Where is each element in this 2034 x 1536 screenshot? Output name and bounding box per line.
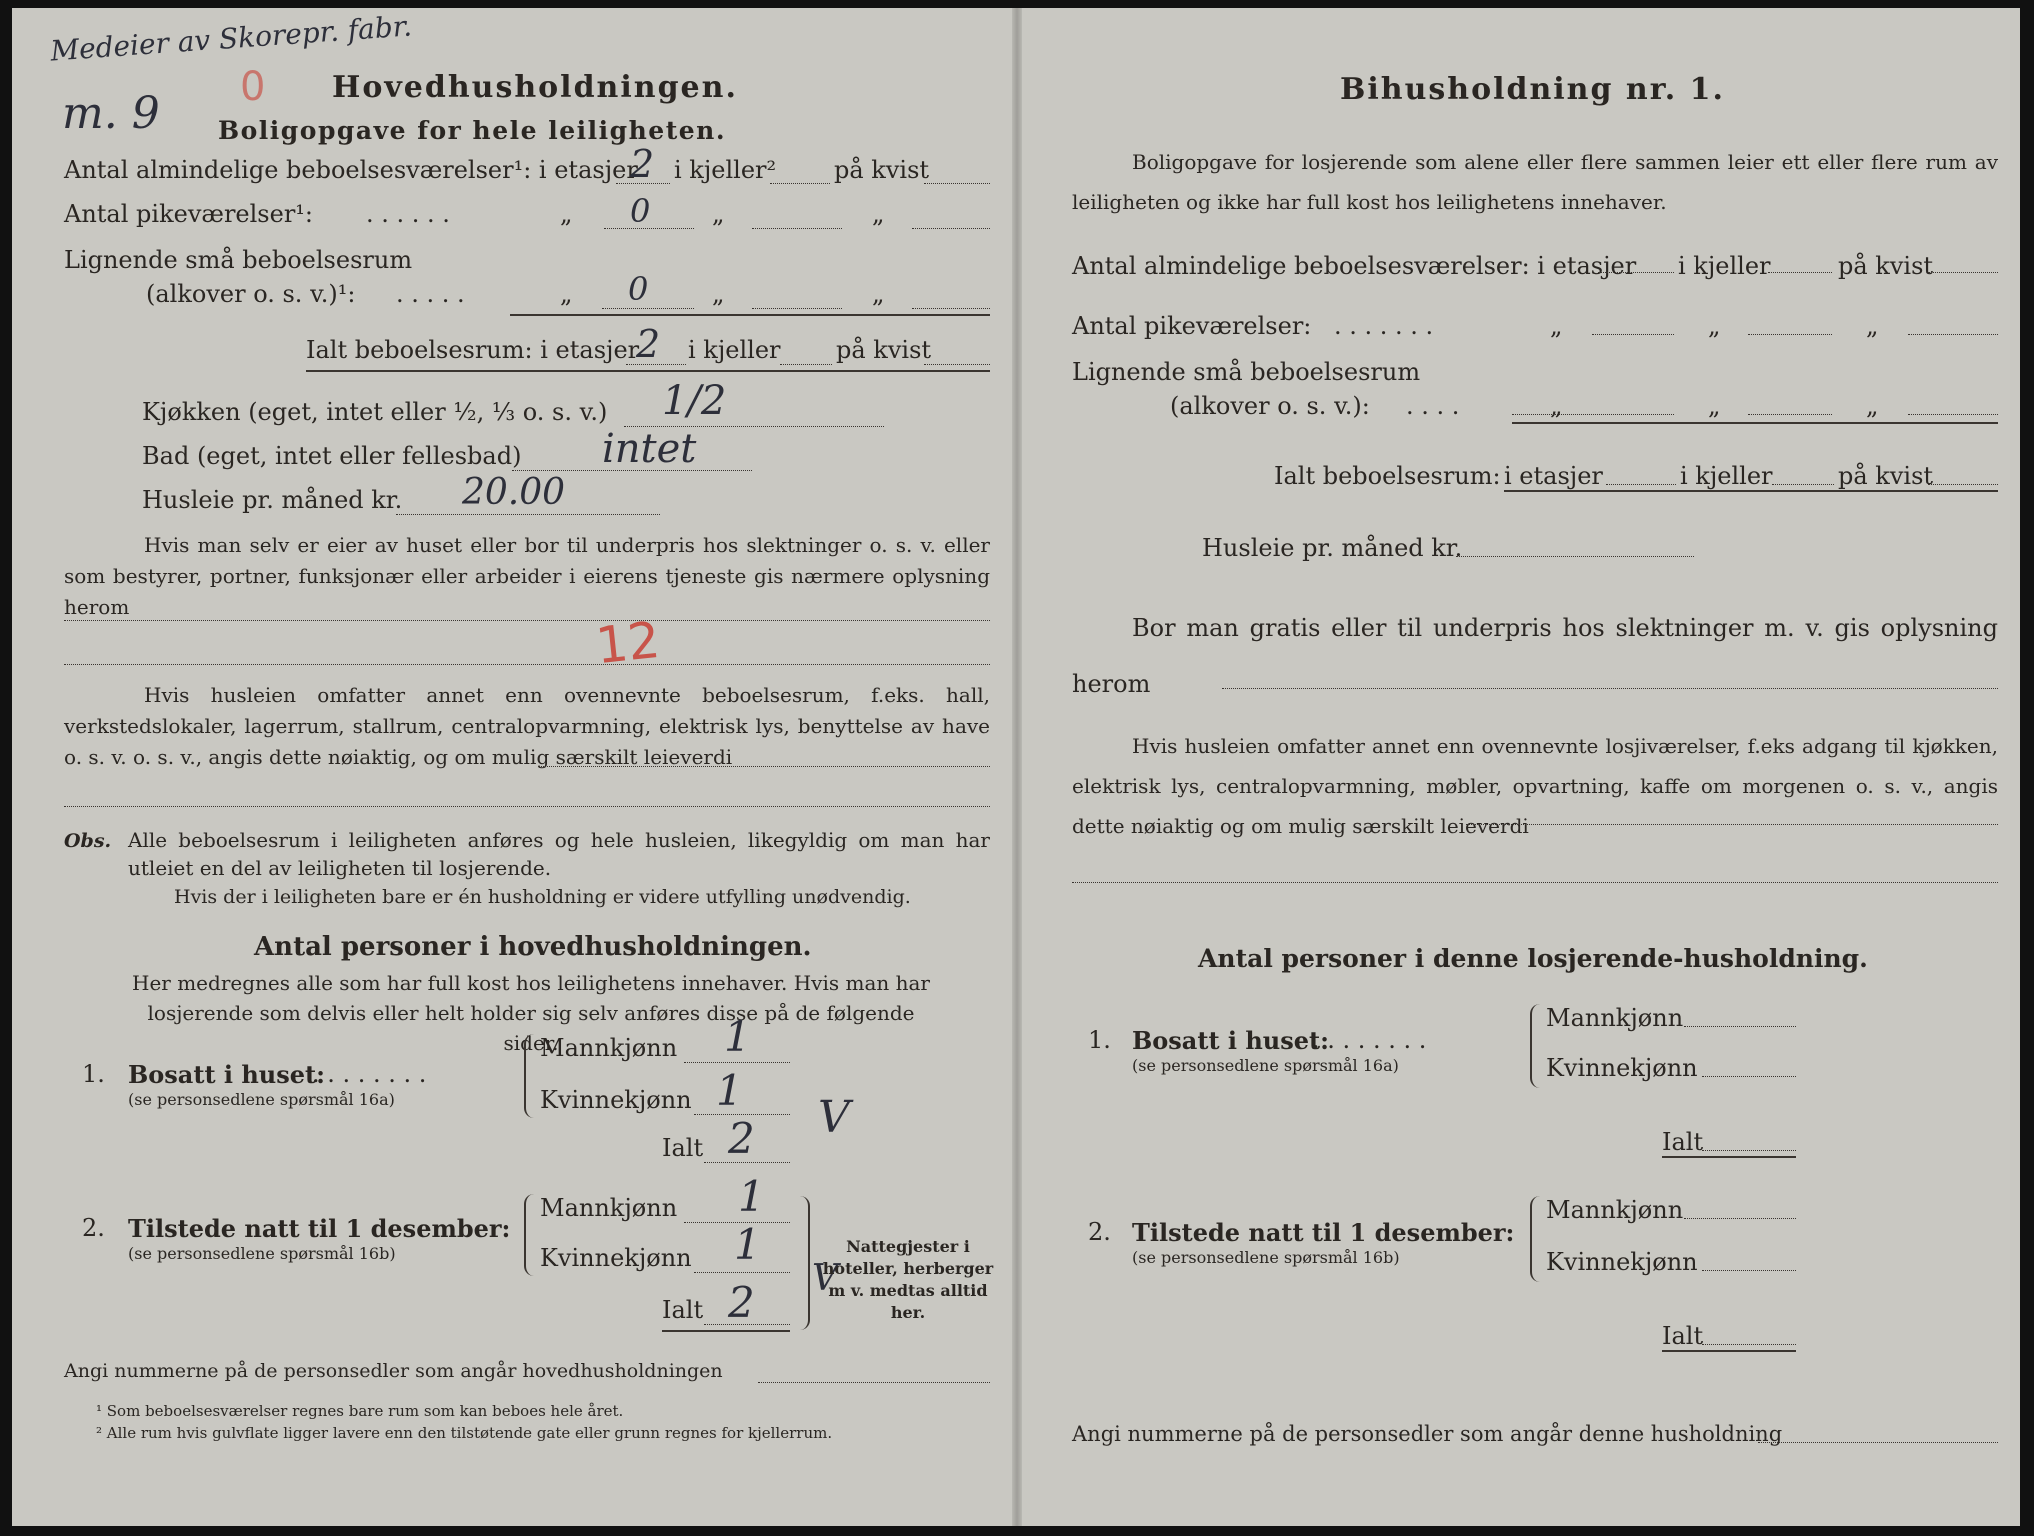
angi-line[interactable]: [758, 1382, 990, 1383]
q1-sublabel: (se personsedlene spørsmål 16a): [128, 1090, 395, 1109]
rooms-kjeller-line[interactable]: [1768, 272, 1832, 273]
alkover-kvist-line[interactable]: [912, 308, 990, 309]
ditto-mark: „: [1550, 392, 1563, 420]
ditto-mark: „: [1866, 392, 1879, 420]
q1-kvinne-line[interactable]: [1702, 1076, 1796, 1077]
angi-text: Angi nummerne på de personsedler som angår hovedhusholdningen: [64, 1360, 723, 1382]
q2-ialt-line[interactable]: [1702, 1344, 1796, 1345]
ialt-kvist-line[interactable]: [1928, 484, 1998, 485]
rooms-kjeller-label: i kjeller²: [674, 156, 777, 184]
ialt-label: Ialt beboelsesrum:: [1274, 462, 1501, 490]
census-form-sheet: [12, 8, 2020, 1526]
ialt-kvist-label: på kvist: [836, 336, 932, 364]
q1-ialt-value: 2: [728, 1114, 755, 1163]
leieverdi-line-2[interactable]: [64, 806, 990, 807]
obs-text-2: Hvis der i leiligheten bare er én husholdning er videre utfylling unødvendig.: [174, 886, 911, 908]
ialt-kvist-label: på kvist: [1838, 462, 1934, 490]
q2-right-brace: [798, 1196, 810, 1330]
ialt-etasjer-label: i etasjer: [1504, 462, 1603, 490]
q1-mann-line[interactable]: [1684, 1026, 1796, 1027]
q1-kvinne-label: Kvinnekjønn: [1546, 1054, 1698, 1082]
q1-mann-label: Mannkjønn: [1546, 1004, 1684, 1032]
kjokken-value: 1/2: [662, 378, 727, 424]
rooms-kvist-line[interactable]: [924, 183, 990, 184]
ditto-mark: „: [1708, 392, 1721, 420]
ditto-mark: „: [712, 280, 725, 308]
omfatter-instruction: Hvis husleien omfatter annet enn ovennevnte losjiværelser, f.eks adgang til kjøkken, elektrisk lys, centralopvarmning, møbler, opvartning, kaffe om morgenen o. s. v., angis dette nøiaktig og om mulig særskilt leieverdi: [1072, 734, 1998, 838]
nattegjester-note: Nattegjester i hoteller, herberger m v. medtas alltid her.: [822, 1237, 994, 1322]
leieverdi-line[interactable]: [538, 766, 990, 767]
q1-dots: . . . . . . . .: [1312, 1026, 1427, 1054]
sum-rule: [1512, 422, 1998, 424]
husleie-line[interactable]: [1456, 556, 1694, 557]
q1-mann-value: 1: [724, 1012, 751, 1061]
alkover-kjeller-line[interactable]: [752, 308, 842, 309]
ditto-mark: „: [560, 200, 573, 228]
q1-label: Bosatt i huset:: [1132, 1026, 1329, 1055]
ditto-mark: „: [712, 200, 725, 228]
q2-brace: [1530, 1196, 1542, 1282]
eier-instruction: Hvis man selv er eier av huset eller bor til underpris hos slektninger o. s. v. eller som bestyrer, portner, funksjonær eller arbeider i eierens tjeneste gis nærmere oplysning herom: [64, 533, 990, 619]
rooms-kvist-label: på kvist: [1838, 252, 1934, 280]
page-title: Bihusholdning nr. 1.: [1340, 72, 1725, 107]
pike-kjeller-line[interactable]: [752, 228, 842, 229]
q2-ialt-rule: [662, 1330, 790, 1332]
ialt-kjeller-line[interactable]: [780, 364, 832, 365]
q2-number: 2.: [82, 1214, 105, 1242]
page-title: Hovedhusholdningen.: [332, 70, 738, 105]
q2-brace: [524, 1194, 536, 1276]
pike-label: Antal pikeværelser¹:: [64, 200, 313, 228]
q1-brace: [1530, 1004, 1542, 1088]
q2-ialt-label: Ialt: [662, 1296, 704, 1324]
q2-sublabel: (se personsedlene spørsmål 16b): [128, 1244, 396, 1263]
ialt-etasjer-line[interactable]: [1606, 484, 1676, 485]
pike-dots: . . . . . .: [366, 200, 450, 228]
q2-mann-label: Mannkjønn: [540, 1194, 678, 1222]
personer-instruction: Her medregnes alle som har full kost hos leilighetens innehaver. Hvis man har losjerende som delvis eller helt holder sig selv anføres disse på de følgende sider.: [132, 971, 930, 1055]
personer-title: Antal personer i hovedhusholdningen.: [254, 932, 812, 962]
red-annotation: 12: [593, 610, 663, 676]
leieverdi-line[interactable]: [1466, 824, 1998, 825]
alkover-dots: . . . .: [1406, 392, 1460, 420]
q1-ialt-rule: [1662, 1156, 1796, 1158]
ditto-mark: „: [872, 200, 885, 228]
husleie-label: Husleie pr. måned kr.: [1202, 534, 1463, 562]
q2-ialt-value: 2: [728, 1278, 755, 1327]
q2-sublabel: (se personsedlene spørsmål 16b): [1132, 1248, 1400, 1267]
bad-value: intet: [602, 426, 697, 472]
q2-kvinne-label: Kvinnekjønn: [540, 1244, 692, 1272]
bihusholdning-page: [1022, 8, 2020, 1526]
alkover-value: 0: [628, 270, 649, 308]
red-pencil-mark: 0: [240, 64, 266, 110]
alkover-label: Lignende små beboelsesrum: [64, 246, 413, 274]
q2-kvinne-line[interactable]: [1702, 1270, 1796, 1271]
alkover-dots: . . . . .: [396, 280, 465, 308]
ialt-rule: [306, 370, 990, 372]
ditto-mark: „: [1866, 312, 1879, 340]
q2-label: Tilstede natt til 1 desember:: [1132, 1218, 1515, 1247]
q2-mann-label: Mannkjønn: [1546, 1196, 1684, 1224]
angi-text: Angi nummerne på de personsedler som angår denne husholdning: [1072, 1422, 1783, 1446]
alkover-etasjer-line[interactable]: [1512, 414, 1674, 415]
rooms-label: Antal almindelige beboelsesværelser¹: i etasjer: [64, 156, 638, 184]
alkover-sublabel: (alkover o. s. v.):: [1170, 392, 1370, 420]
leieverdi-line-2[interactable]: [1072, 882, 1998, 883]
rooms-kvist-label: på kvist: [834, 156, 930, 184]
obs-text: Alle beboelsesrum i leiligheten anføres og hele husleien, likegyldig om man har utleiet en del av leiligheten til losjerende.: [128, 828, 990, 880]
rooms-kjeller-label: i kjeller: [1678, 252, 1771, 280]
bor-text: Bor man gratis eller til underpris hos slektninger m. v. gis oplysning herom: [1072, 614, 1998, 698]
q2-label: Tilstede natt til 1 desember:: [128, 1214, 511, 1243]
q1-number: 1.: [82, 1060, 105, 1088]
footnote-1: ¹ Som beboelsesværelser regnes bare rum som kan beboes hele året.: [96, 1402, 624, 1420]
rooms-etasjer-line[interactable]: [1598, 272, 1674, 273]
q2-kvinne-label: Kvinnekjønn: [1546, 1248, 1698, 1276]
kjokken-label: Kjøkken (eget, intet eller ½, ⅓ o. s. v.): [142, 398, 608, 426]
q1-label: Bosatt i huset:: [128, 1060, 325, 1089]
q2-number: 2.: [1088, 1218, 1111, 1246]
omfatter-instruction: Hvis husleien omfatter annet enn ovennevnte beboelsesrum, f.eks. hall, verkstedslokaler, lagerrum, stallrum, centralopvarmning, elektrisk lys, benyttelse av have o. s. v. o. s. v., angis dette nøiaktig, og om mulig særskilt leieverdi: [64, 683, 990, 769]
ialt-rule: [1504, 490, 1998, 492]
husleie-line[interactable]: [396, 514, 660, 515]
q1-ialt-label: Ialt: [1662, 1128, 1704, 1156]
angi-line[interactable]: [1758, 1442, 1998, 1443]
q1-dots: . . . . . . . .: [312, 1060, 427, 1088]
pike-kvist-line[interactable]: [1908, 334, 1998, 335]
page-fold: [1012, 8, 1022, 1526]
ialt-kjeller-label: i kjeller: [688, 336, 781, 364]
handwritten-owner-note: Medeier av Skorepr. fabr.: [49, 9, 413, 68]
q2-ialt-rule: [1662, 1350, 1796, 1352]
q2-mann-line[interactable]: [1684, 1218, 1796, 1219]
eier-line-2[interactable]: [64, 664, 990, 665]
q2-kvinne-value: 1: [734, 1220, 761, 1269]
rooms-label: Antal almindelige beboelsesværelser: i etasjer: [1072, 252, 1637, 280]
q2-mann-value: 1: [738, 1172, 765, 1221]
husleie-value: 20.00: [462, 472, 566, 513]
ialt-etasjer-value: 2: [636, 322, 661, 366]
pike-value: 0: [630, 192, 651, 230]
check-mark: V: [818, 1092, 850, 1143]
q1-mann-line[interactable]: [684, 1062, 790, 1063]
alkover-label: Lignende små beboelsesrum: [1072, 358, 1421, 386]
check-mark: V: [812, 1258, 838, 1299]
obs-label: Obs.: [64, 830, 112, 852]
q1-brace: [524, 1034, 536, 1118]
q1-kvinne-value: 1: [716, 1066, 743, 1115]
alkover-sublabel: (alkover o. s. v.)¹:: [146, 280, 356, 308]
page-subtitle: Boligopgave for hele leiligheten.: [218, 116, 727, 145]
hovedhusholdning-page: [12, 8, 1012, 1526]
ialt-kjeller-line[interactable]: [1772, 484, 1834, 485]
ialt-kjeller-label: i kjeller: [1680, 462, 1773, 490]
q1-ialt-line[interactable]: [1702, 1150, 1796, 1151]
ditto-mark: „: [872, 280, 885, 308]
rooms-kjeller-line[interactable]: [770, 183, 830, 184]
ditto-mark: „: [1708, 312, 1721, 340]
pike-label: Antal pikeværelser:: [1072, 312, 1312, 340]
ialt-label: Ialt beboelsesrum: i etasjer: [306, 336, 640, 364]
ditto-mark: „: [1550, 312, 1563, 340]
footnote-2: ² Alle rum hvis gulvflate ligger lavere enn den tilstøtende gate eller grunn regnes for kjellerrum.: [96, 1424, 833, 1442]
husleie-label: Husleie pr. måned kr.: [142, 486, 403, 514]
pike-kjeller-line[interactable]: [1748, 334, 1832, 335]
intro-text: Boligopgave for losjerende som alene eller flere sammen leier ett eller flere rum av leiligheten og ikke har full kost hos leilighetens innehaver.: [1072, 150, 1998, 214]
rooms-etasjer-value: 2: [630, 142, 655, 186]
pike-kvist-line[interactable]: [912, 228, 990, 229]
pike-dots: . . . . . . .: [1334, 312, 1434, 340]
alkover-kvist-line[interactable]: [1908, 414, 1998, 415]
ialt-kvist-line[interactable]: [924, 364, 990, 365]
q1-ialt-label: Ialt: [662, 1134, 704, 1162]
q1-mann-label: Mannkjønn: [540, 1034, 678, 1062]
q2-kvinne-line[interactable]: [694, 1272, 790, 1273]
alkover-etasjer-line[interactable]: [602, 308, 694, 309]
bad-label: Bad (eget, intet eller fellesbad): [142, 442, 522, 470]
bor-line[interactable]: [1222, 688, 1998, 689]
alkover-kjeller-line[interactable]: [1748, 414, 1832, 415]
q1-sublabel: (se personsedlene spørsmål 16a): [1132, 1056, 1399, 1075]
pike-etasjer-line[interactable]: [1592, 334, 1674, 335]
q2-ialt-label: Ialt: [1662, 1322, 1704, 1350]
rooms-kvist-line[interactable]: [1928, 272, 1998, 273]
q1-number: 1.: [1088, 1026, 1111, 1054]
q1-kvinne-label: Kvinnekjønn: [540, 1086, 692, 1114]
personer-title: Antal personer i denne losjerende-husholdning.: [1198, 944, 1868, 973]
ditto-mark: „: [560, 280, 573, 308]
sum-rule: [510, 314, 990, 316]
eier-line-1[interactable]: [64, 620, 990, 621]
handwritten-mark: m. 9: [62, 88, 160, 139]
